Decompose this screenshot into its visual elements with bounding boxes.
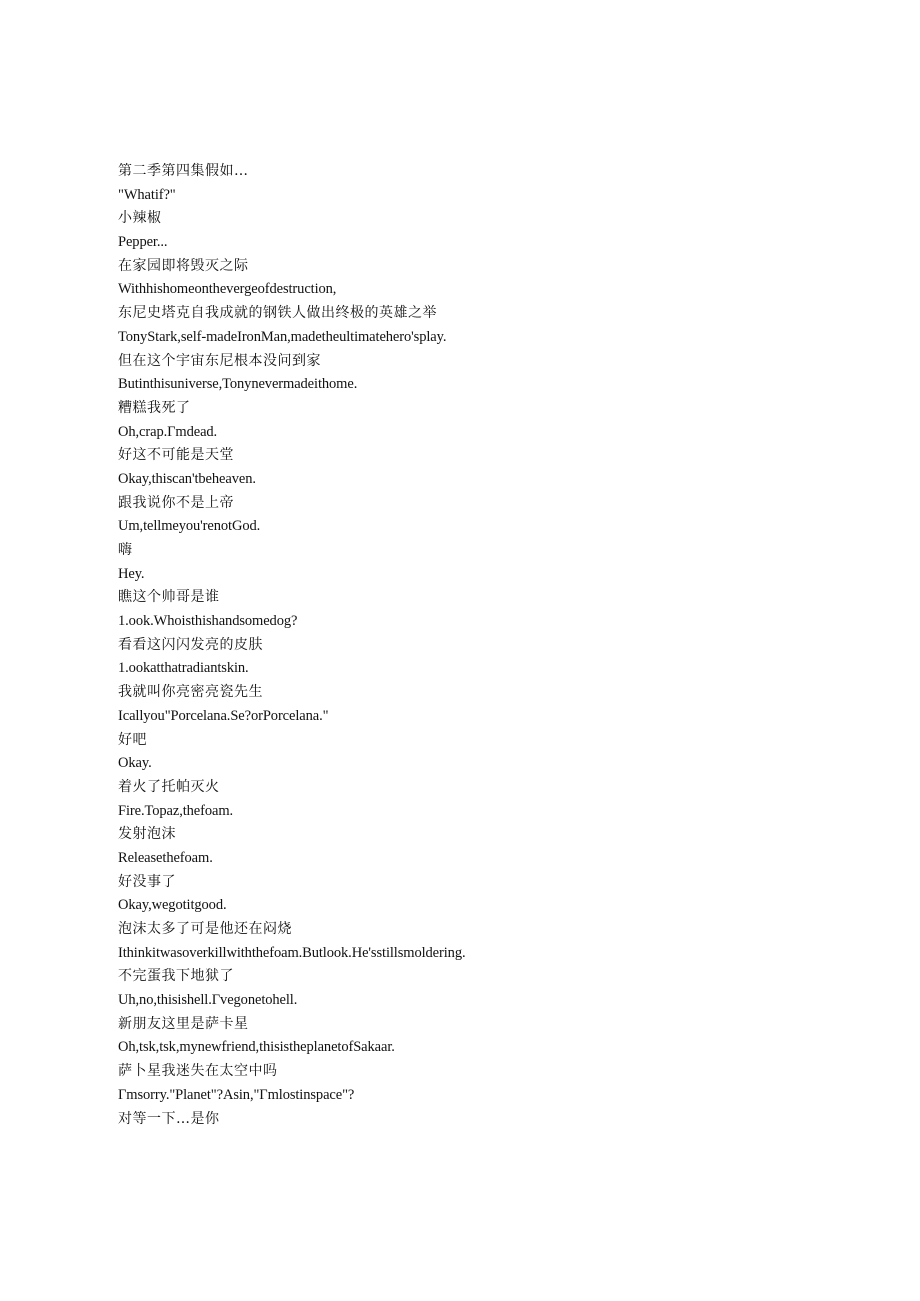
subtitle-line-zh: 着火了托帕灭火 [118,778,220,795]
subtitle-line-en: Uh,no,thisishell.Γvegonetohell. [118,992,298,1009]
subtitle-line-en: TonyStark,self-madeIronMan,madetheultimatehero'splay. [118,328,447,345]
subtitle-line-zh: 我就叫你亮密亮瓷先生 [118,684,263,701]
subtitle-line-en: Releasethefoam. [118,849,213,866]
subtitle-line-zh: 泡沫太多了可是他还在闷烧 [118,921,292,937]
subtitle-line-en: Okay,thiscan'tbeheaven. [118,470,256,487]
subtitle-line-en: 1.ook.Whoisthishandsomedog? [118,613,298,630]
subtitle-line-zh: 看看这闪闪发亮的皮肤 [118,636,263,653]
subtitle-line-en: 1.ookatthatradiantskin. [118,660,249,677]
subtitle-line-zh: 新朋友这里是萨卡星 [118,1015,249,1032]
subtitle-line-zh: 跟我说你不是上帝 [118,494,234,511]
subtitle-line-en: Ithinkitwasoverkillwiththefoam.Butlook.He'sstillsmoldering. [118,944,466,961]
subtitle-line-zh: 但在这个宇宙东尼根本没问到家 [118,352,321,369]
subtitle-line-en: "Whatif?" [118,186,176,203]
subtitle-line-zh: 好这不可能是天堂 [118,447,234,464]
subtitle-line-zh: 好没事了 [118,873,176,890]
subtitle-line-en: Oh,crap.Γmdead. [118,423,218,440]
subtitle-line-zh: 小辣椒 [118,210,162,227]
subtitle-line-en: Hey. [118,565,145,582]
subtitle-line-en: Fire.Topaz,thefoam. [118,802,234,819]
subtitle-line-en: Icallyou"Porcelana.Se?orPorcelana." [118,707,329,724]
subtitle-line-en: Pepper... [118,234,168,251]
subtitle-line-zh: 好吧 [118,731,147,748]
subtitle-line-en: Γmsorry."Planet"?Asin,"Γmlostinspace"? [118,1086,355,1103]
subtitle-transcript [118,160,818,1131]
subtitle-line-zh: 瞧这个帅哥是谁 [118,589,220,606]
subtitle-line-zh: 糟糕我死了 [118,399,191,416]
subtitle-line-en: Okay,wegotitgood. [118,897,227,914]
subtitle-line-zh: 不完蛋我下地狱了 [118,968,234,985]
subtitle-line-en: Withhishomeonthevergeofdestruction, [118,281,337,298]
subtitle-line-zh: 发射泡沫 [118,826,176,843]
subtitle-line-en: Okay. [118,755,152,772]
subtitle-line-zh: 嗨 [118,542,133,558]
subtitle-line-en: Um,tellmeyou'renotGod. [118,518,261,535]
subtitle-line-zh: 东尼史塔克自我成就的钢铁人做出终极的英雄之举 [118,305,437,322]
subtitle-line-en: Butinthisuniverse,Tonynevermadeithome. [118,376,358,393]
subtitle-line-zh: 萨卜星我迷失在太空中吗 [118,1063,278,1080]
subtitle-line-en: Oh,tsk,tsk,mynewfriend,thisistheplanetofSakaar. [118,1039,395,1056]
subtitle-line-zh: 第二季第四集假如… [118,163,249,179]
subtitle-line-zh: 在家园即将毁灭之际 [118,257,249,274]
subtitle-line-zh: 对等一下…是你 [118,1110,220,1127]
